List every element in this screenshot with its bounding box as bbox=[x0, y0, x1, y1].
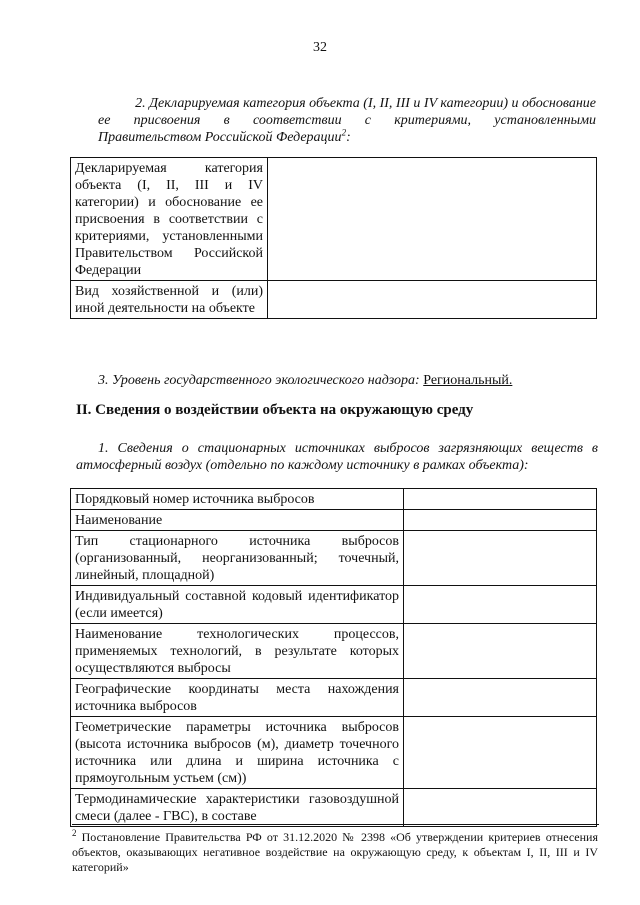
table-row bbox=[71, 679, 597, 717]
table-row bbox=[71, 624, 597, 679]
source-name-label: Наименование bbox=[71, 510, 404, 531]
item-2-colon: : bbox=[346, 130, 351, 145]
footnote-divider bbox=[72, 824, 599, 825]
processes-value[interactable] bbox=[404, 624, 597, 679]
table-row bbox=[71, 158, 597, 281]
item-1-line-1: 1. Сведения о стационарных источниках выбросов загрязняющих веществ в bbox=[98, 441, 598, 456]
table-row bbox=[71, 489, 597, 510]
table-row bbox=[71, 789, 597, 827]
item-2-paragraph bbox=[98, 95, 596, 146]
thermodynamics-label: Термодинамические характеристики газовоздушной смеси (далее - ГВС), в составе bbox=[71, 789, 404, 827]
item-1-line-2: атмосферный воздух (отдельно по каждому источнику в рамках объекта): bbox=[76, 458, 529, 473]
item-2-line-1: 2. Декларируемая категория объекта (I, II, III и IV категории) и обоснование bbox=[135, 96, 596, 111]
source-type-label: Тип стационарного источника выбросов (организованный, неорганизованный; точечный, линейный, площадной) bbox=[71, 531, 404, 586]
emission-sources-table bbox=[70, 488, 597, 827]
footnote-mark: 2 bbox=[72, 828, 77, 838]
processes-label: Наименование технологических процессов, применяемых технологий, в результате которых осуществляются выбросы bbox=[71, 624, 404, 679]
footnote-reference: 2 bbox=[341, 127, 347, 138]
source-type-value[interactable] bbox=[404, 531, 597, 586]
thermodynamics-value[interactable] bbox=[404, 789, 597, 827]
coordinates-value[interactable] bbox=[404, 679, 597, 717]
source-number-label: Порядковый номер источника выбросов bbox=[71, 489, 404, 510]
source-name-value[interactable] bbox=[404, 510, 597, 531]
category-label-cell: Декларируемая категория объекта (I, II, III и IV категории) и обоснование ее присвоения в соответствии с критериями, установленными Правительством Российской Федерации bbox=[71, 158, 268, 281]
activity-value-cell[interactable] bbox=[268, 281, 597, 319]
geometry-label: Геометрические параметры источника выбросов (высота источника выбросов (м), диаметр точечного источника или длина и ширина источника с прямоугольным устьем (см)) bbox=[71, 717, 404, 789]
item-3-text: 3. Уровень государственного экологического надзора: bbox=[98, 373, 424, 388]
supervision-level-value: Региональный. bbox=[423, 373, 513, 388]
item-3-paragraph bbox=[98, 372, 596, 389]
table-row bbox=[71, 586, 597, 624]
table-row bbox=[71, 531, 597, 586]
source-identifier-value[interactable] bbox=[404, 586, 597, 624]
category-value-cell[interactable] bbox=[268, 158, 597, 281]
category-table bbox=[70, 157, 597, 319]
table-row bbox=[71, 510, 597, 531]
item-2-line-3 bbox=[98, 129, 596, 146]
activity-label-cell: Вид хозяйственной и (или) иной деятельности на объекте bbox=[71, 281, 268, 319]
item-2-line-3-text: Правительством Российской Федерации bbox=[98, 130, 342, 145]
page-number: 32 bbox=[313, 40, 327, 55]
geometry-value[interactable] bbox=[404, 717, 597, 789]
footnote-text: Постановление Правительства РФ от 31.12.2020 № 2398 «Об утверждении критериев отнесения объектов, оказывающих негативное воздействие на окружающую среду, к объектам I, II, III и IV категорий» bbox=[72, 830, 598, 874]
item-2-line-2: ее присвоения в соответствии с критериями, установленными bbox=[98, 113, 596, 128]
table-row bbox=[71, 281, 597, 319]
source-number-value[interactable] bbox=[404, 489, 597, 510]
table-row bbox=[71, 717, 597, 789]
section-2-title: II. Сведения о воздействии объекта на окружающую среду bbox=[76, 402, 474, 418]
coordinates-label: Географические координаты места нахождения источника выбросов bbox=[71, 679, 404, 717]
source-identifier-label: Индивидуальный составной кодовый идентификатор (если имеется) bbox=[71, 586, 404, 624]
item-1-paragraph bbox=[76, 440, 598, 474]
footnote bbox=[72, 830, 598, 875]
